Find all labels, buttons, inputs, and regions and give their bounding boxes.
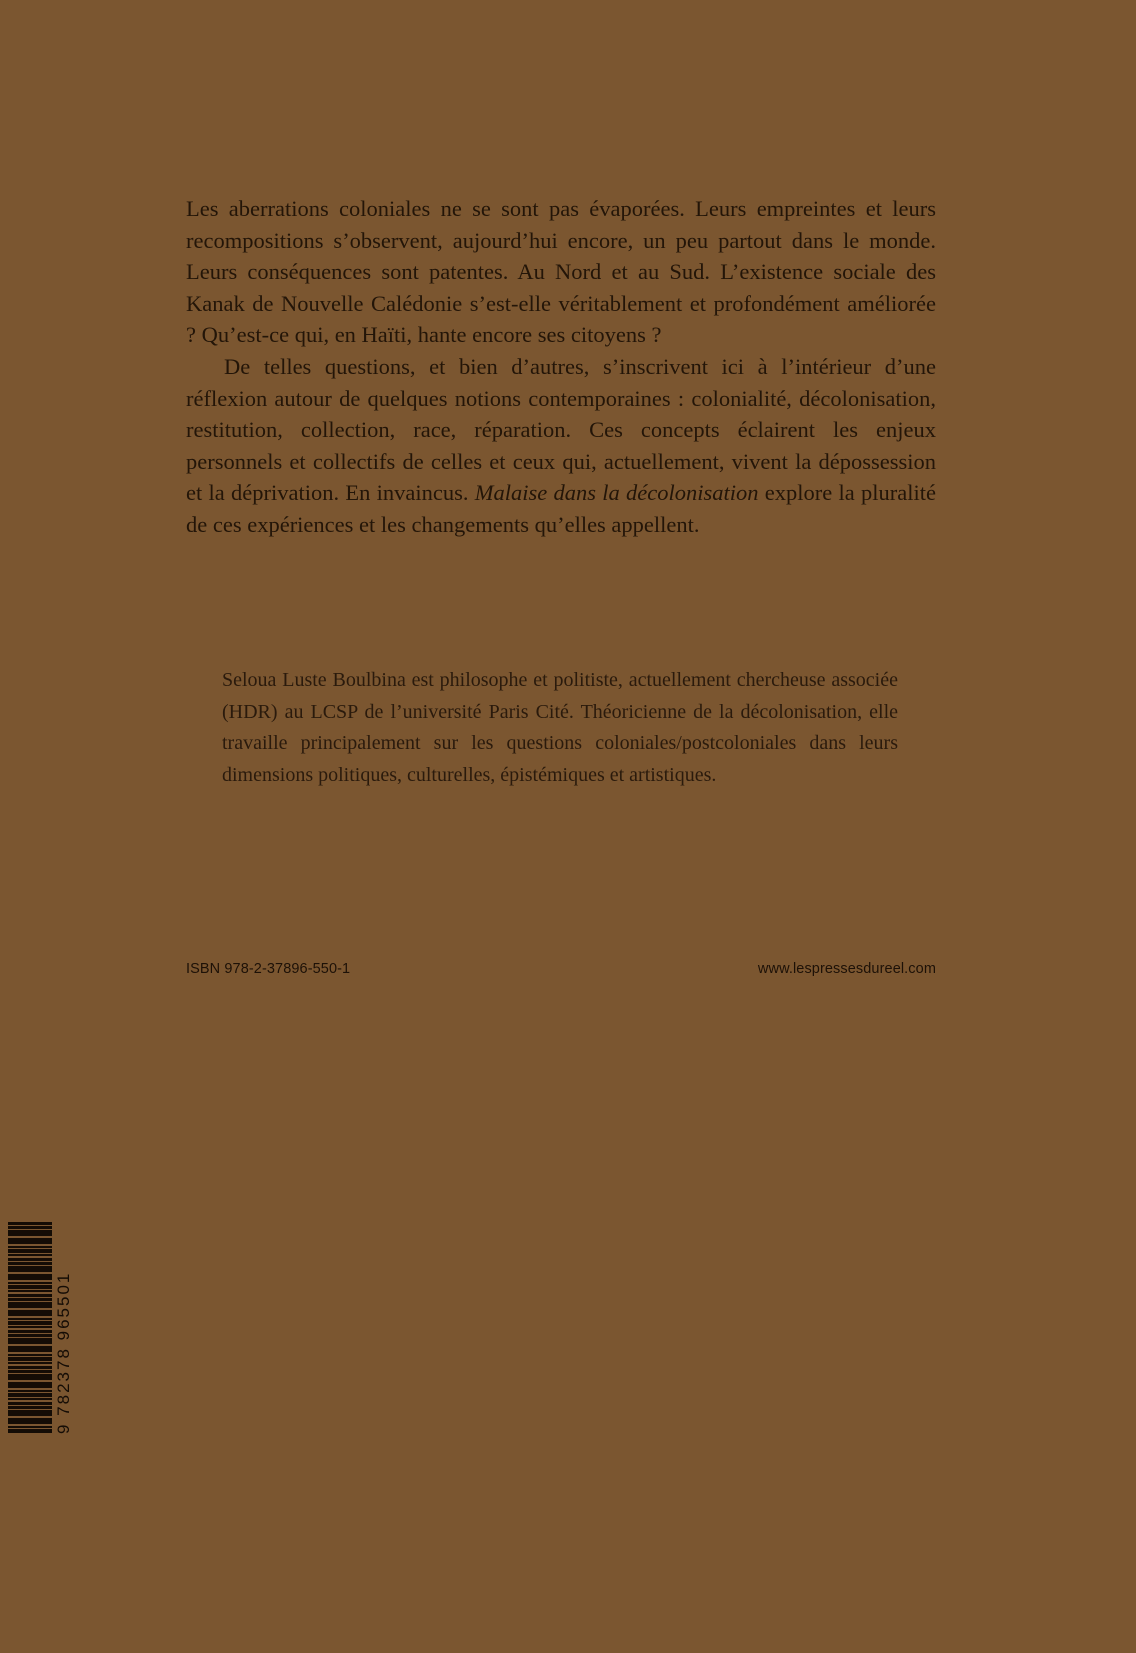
footer-bar [186,961,936,977]
barcode-bars [8,1222,52,1434]
blurb-paragraph-1: Les aberrations coloniales ne se sont pas évaporées. Leurs empreintes et leurs recompositions s’observent, aujourd’hui encore, un peu partout dans le monde. Leurs conséquences sont patentes. Au Nord et au Sud. L’existence sociale des Kanak de Nouvelle Calédonie s’est-elle véritablement et profondément améliorée ? Qu’est-ce qui, en Haïti, hante encore ses citoyens ? [186,196,936,348]
publisher-website[interactable]: www.lespressesdureel.com [757,961,936,977]
author-bio-text: Seloua Luste Boulbina est philosophe et politiste, actuellement chercheuse associée (HDR) au LCSP de l’université Paris Cité. Théoricienne de la décolonisation, elle travaille principalement sur les questions coloniales/postcoloniales dans leurs dimensions politiques, culturelles, épistémiques et artistiques. [222,669,898,786]
blurb-paragraph-2 [186,351,936,541]
barcode [8,1222,80,1434]
blurb-paragraph-2-part-1: De telles questions, et bien d’autres, s’inscrivent ici à l’intérieur d’une réflexion autour de quelques notions contemporaines : colonialité, décolonisation, restitution, collection, race, réparation. Ces concepts éclairent les enjeux personnels et collectifs de celles et ceux qui, actuellement, vivent la dépossession et la déprivation. En invaincus. [186,353,936,506]
blurb-paragraph-2-part-2: explore la pluralité de ces expériences et les changements qu’elles appellent. [186,480,936,537]
book-blurb [186,193,936,541]
book-title-italic: Malaise dans la décolonisation [474,480,759,506]
barcode-digits: 9 782378 965501 [54,1271,73,1434]
author-bio [222,665,898,791]
isbn-text: ISBN 978-2-37896-550-1 [186,961,351,977]
